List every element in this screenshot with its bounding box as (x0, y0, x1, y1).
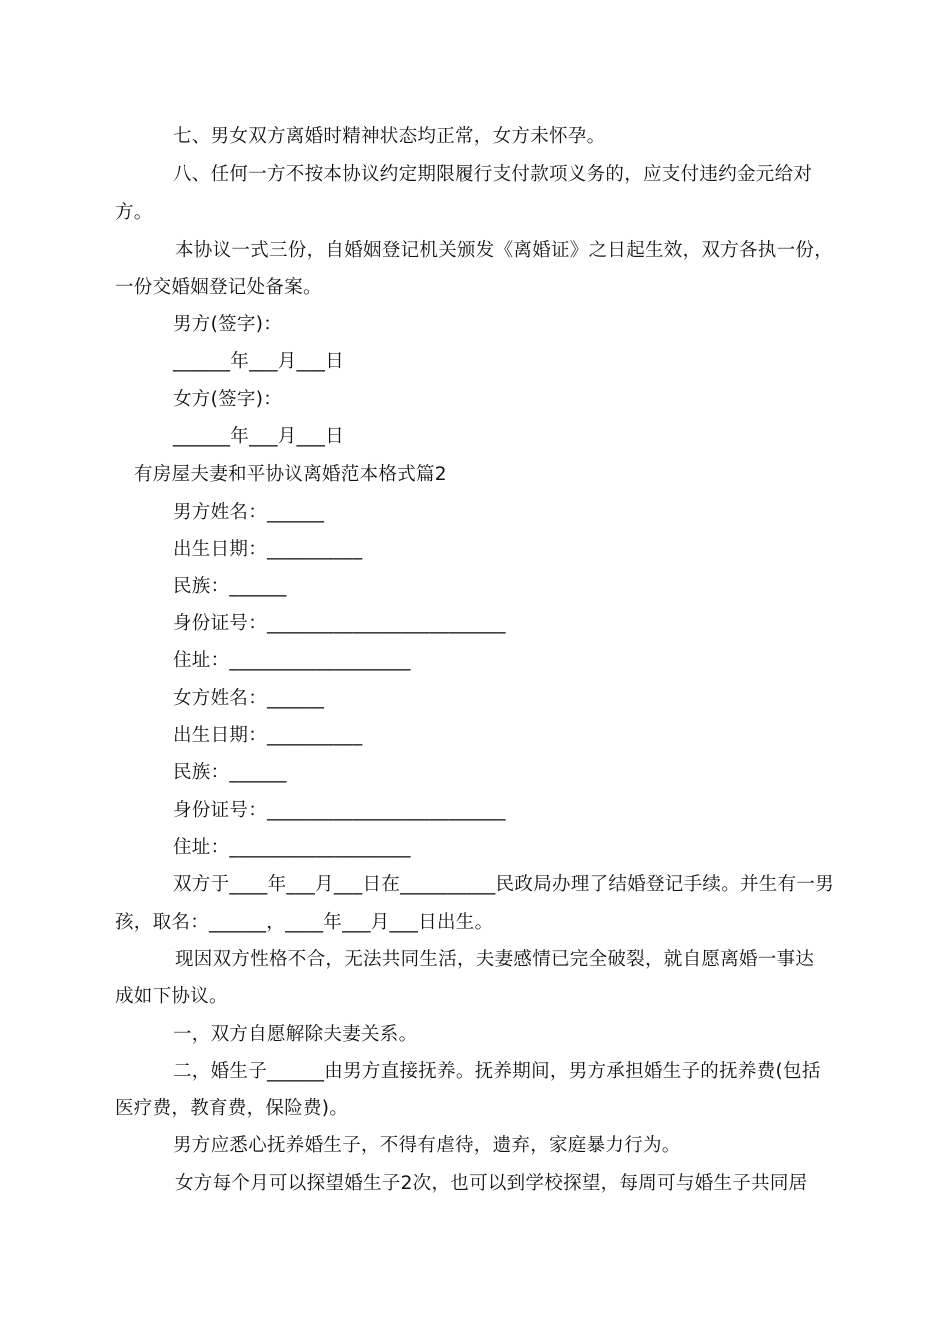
male-id-number-field: 身份证号：_________________________ (173, 613, 506, 634)
male-birthdate-field: 出生日期：__________ (173, 539, 363, 560)
female-id-number-field: 身份证号：_________________________ (173, 800, 506, 821)
divorce-reason-paragraph-cont: 成如下协议。 (115, 986, 228, 1007)
female-signature-label: 女方(签字)： (173, 389, 283, 410)
visitation-paragraph: 女方每个月可以探望婚生子2次，也可以到学校探望，每周可与婚生子共同居 (175, 1173, 808, 1194)
clause-8: 八、任何一方不按本协议约定期限履行支付款项义务的，应支付违约金元给对 (173, 164, 813, 185)
effect-paragraph: 本协议一式三份，自婚姻登记机关颁发《离婚证》之日起生效，双方各执一份， (175, 240, 834, 261)
clause-2: 二，婚生子______由男方直接抚养。抚养期间，男方承担婚生子的抚养费(包括 (173, 1061, 821, 1082)
custody-duty-paragraph: 男方应悉心抚养婚生子，不得有虐待，遗弃，家庭暴力行为。 (173, 1135, 681, 1156)
female-name-field: 女方姓名：______ (173, 688, 325, 709)
male-ethnicity-field: 民族：______ (173, 576, 287, 597)
male-signature-label: 男方(签字)： (173, 314, 283, 335)
female-ethnicity-field: 民族：______ (173, 762, 287, 783)
male-name-field: 男方姓名：______ (173, 502, 325, 523)
clause-1: 一，双方自愿解除夫妻关系。 (173, 1024, 418, 1045)
clause-8-cont: 方。 (115, 202, 153, 223)
clause-7: 七、男女双方离婚时精神状态均正常，女方未怀孕。 (173, 126, 606, 147)
male-signature-date: ______年___月___日 (173, 351, 345, 372)
divorce-reason-paragraph: 现因双方性格不合，无法共同生活，夫妻感情已完全破裂，就自愿离婚一事达 (175, 949, 815, 970)
male-address-field: 住址：___________________ (173, 650, 411, 671)
section-title: 有房屋夫妻和平协议离婚范本格式篇2 (134, 464, 447, 485)
female-address-field: 住址：___________________ (173, 837, 411, 858)
female-birthdate-field: 出生日期：__________ (173, 725, 363, 746)
marriage-registration-paragraph-cont: 孩，取名：______，____年___月___日出生。 (115, 912, 494, 933)
female-signature-date: ______年___月___日 (173, 426, 345, 447)
clause-2-cont: 医疗费，教育费，保险费)。 (115, 1098, 349, 1119)
marriage-registration-paragraph: 双方于____年___月___日在__________民政局办理了结婚登记手续。并生有一男 (173, 874, 835, 895)
effect-paragraph-cont: 一份交婚姻登记处备案。 (115, 277, 322, 298)
